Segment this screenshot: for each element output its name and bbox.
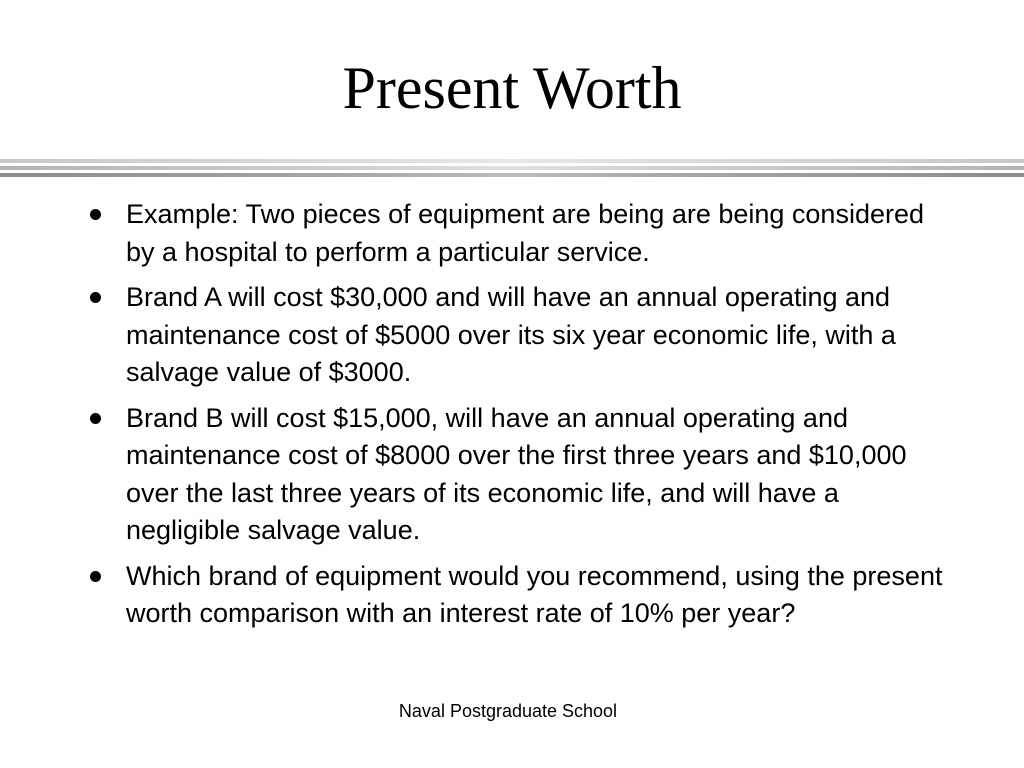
bullet-dot-icon [90,413,101,424]
bullet-dot-icon [90,292,101,303]
bullet-text: Brand B will cost $15,000, will have an annual operating and maintenance cost of $8000 over the first three years and $10,000 over the last three years of its economic life, and will have a negligible salvage value. [126,402,907,545]
title-divider-bottom [0,173,1024,177]
slide-footer: Naval Postgraduate School [398,701,618,721]
bullet-item [88,196,948,271]
bullet-text: Which brand of equipment would you recommend, using the present worth comparison with an interest rate of 10% per year? [126,560,943,628]
bullet-item [88,279,948,392]
bullet-item [88,400,948,550]
title-divider-middle [0,166,1024,170]
slide-title: Present Worth [342,55,682,121]
bullet-dot-icon [90,209,101,220]
bullet-dot-icon [90,571,101,582]
bullet-text: Example: Two pieces of equipment are being are being considered by a hospital to perform a particular service. [126,199,925,267]
title-divider-top [0,159,1024,163]
bullet-list [88,196,948,641]
bullet-item [88,558,948,633]
bullet-text: Brand A will cost $30,000 and will have an annual operating and maintenance cost of $5000 over its six year economic life, with a salvage value of $3000. [126,282,896,387]
